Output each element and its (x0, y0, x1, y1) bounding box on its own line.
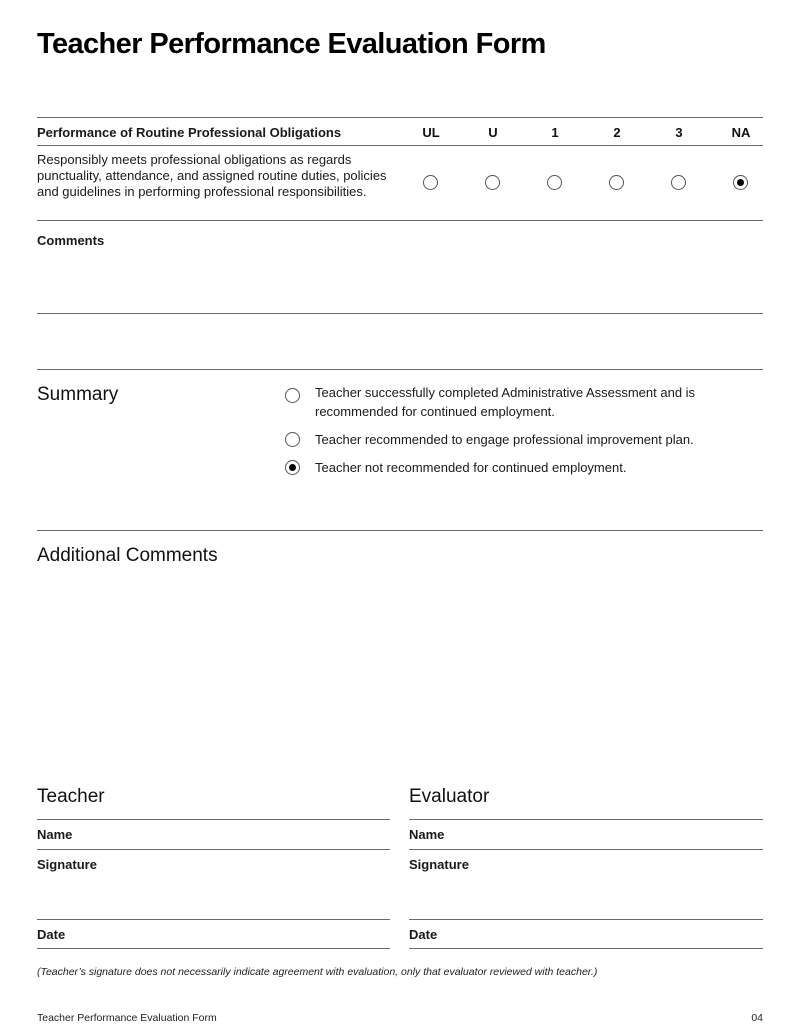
evaluator-date-label: Date (409, 927, 438, 942)
evaluator-name-field[interactable] (452, 821, 763, 848)
divider (37, 313, 763, 314)
summary-radio-not-recommended[interactable] (285, 460, 300, 475)
rating-radio-u[interactable] (485, 175, 500, 190)
divider (409, 948, 763, 949)
table-section-header: Performance of Routine Professional Obligations (37, 125, 342, 140)
evaluator-date-field[interactable] (452, 921, 763, 948)
footer-title: Teacher Performance Evaluation Form (37, 1012, 217, 1024)
teacher-date-label: Date (37, 927, 66, 942)
summary-heading: Summary (37, 384, 119, 405)
divider (37, 819, 390, 820)
teacher-name-label: Name (37, 827, 73, 842)
teacher-signature-label: Signature (37, 857, 97, 872)
divider (409, 819, 763, 820)
comments-field[interactable] (37, 250, 763, 312)
evaluator-heading: Evaluator (409, 786, 490, 807)
additional-comments-heading: Additional Comments (37, 545, 218, 566)
page-number: 04 (751, 1012, 763, 1024)
summary-option-label: Teacher recommended to engage professional improvement plan. (315, 432, 694, 447)
summary-option-label: Teacher not recommended for continued employment. (315, 460, 627, 475)
column-header-na: NA (731, 125, 751, 140)
column-header-2: 2 (613, 125, 621, 140)
summary-option-label: Teacher successfully completed Administrative Assessment and is recommended for continued employment. (315, 385, 696, 419)
divider (37, 369, 763, 370)
rating-radio-1[interactable] (547, 175, 562, 190)
column-header-u: U (488, 125, 498, 140)
summary-radio-continued-employment[interactable] (285, 388, 300, 403)
divider (37, 530, 763, 531)
divider (37, 948, 390, 949)
signature-disclaimer: (Teacher’s signature does not necessarily indicate agreement with evaluation, only that evaluator reviewed with teacher.) (37, 966, 598, 978)
evaluator-signature-field[interactable] (409, 875, 763, 918)
divider (37, 849, 390, 850)
rating-radio-3[interactable] (671, 175, 686, 190)
rating-radio-ul[interactable] (423, 175, 438, 190)
divider (37, 220, 763, 221)
evaluator-signature-label: Signature (409, 857, 469, 872)
rating-radio-2[interactable] (609, 175, 624, 190)
divider (37, 145, 763, 146)
teacher-heading: Teacher (37, 786, 105, 807)
divider (409, 919, 763, 920)
evaluator-name-label: Name (409, 827, 445, 842)
divider (409, 849, 763, 850)
column-header-ul: UL (422, 125, 440, 140)
page-title: Teacher Performance Evaluation Form (37, 28, 546, 60)
divider (37, 919, 390, 920)
additional-comments-field[interactable] (37, 575, 763, 770)
summary-radio-improvement-plan[interactable] (285, 432, 300, 447)
teacher-date-field[interactable] (80, 921, 390, 948)
column-header-1: 1 (551, 125, 559, 140)
teacher-name-field[interactable] (80, 821, 390, 848)
divider (37, 117, 763, 118)
teacher-signature-field[interactable] (37, 875, 390, 918)
criterion-text: Responsibly meets professional obligations as regards punctuality, attendance, and assigned routine duties, policies and guidelines in performing professional responsibilities. (37, 152, 387, 199)
comments-label: Comments (37, 233, 105, 248)
column-header-3: 3 (675, 125, 683, 140)
rating-radio-na[interactable] (733, 175, 748, 190)
